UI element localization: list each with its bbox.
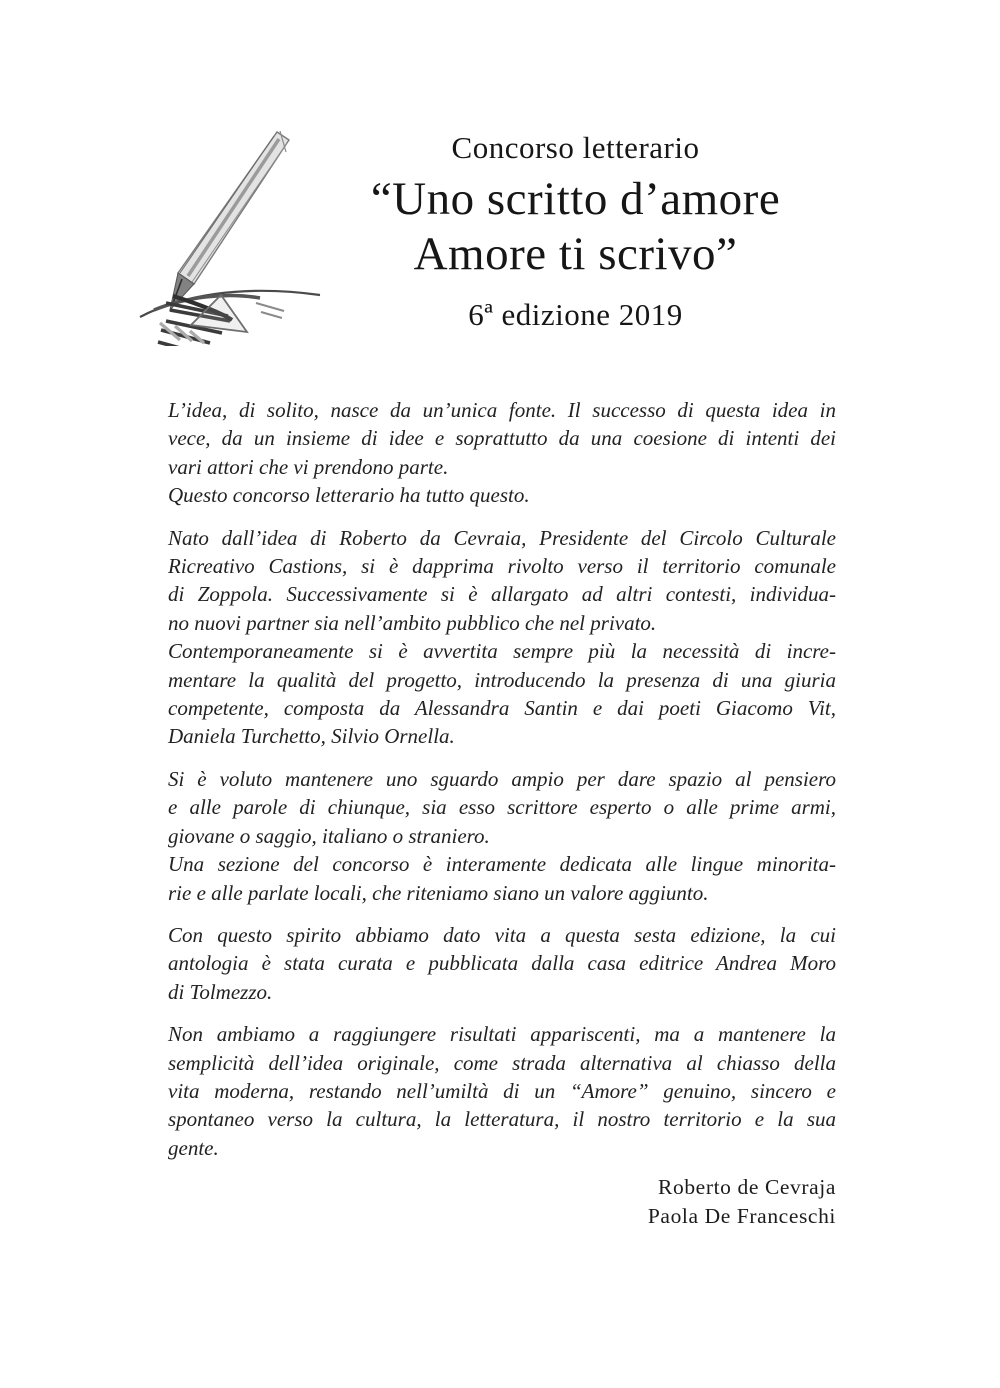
text-line: vece, da un insieme di idee e soprattutto da una coesione di intenti dei xyxy=(168,426,836,451)
paragraph xyxy=(168,765,836,907)
text-line: vita moderna, restando nell’umiltà di un “Amore” genuino, sincero e xyxy=(168,1078,836,1103)
text-line: di Tolmezzo. xyxy=(168,979,273,1004)
text-line: rie e alle parlate locali, che riteniamo siano un valore aggiunto. xyxy=(168,880,709,905)
edition-label: 6ª edizione 2019 xyxy=(468,297,683,332)
signature-name: Paola De Franceschi xyxy=(647,1203,836,1228)
text-line: mentare la qualità del progetto, introducendo la presenza di una giuria xyxy=(168,667,836,692)
text-line: Questo concorso letterario ha tutto questo. xyxy=(168,483,530,508)
text-line: Si è voluto mantenere uno sguardo ampio per dare spazio al pensiero xyxy=(168,766,836,791)
paragraph xyxy=(168,921,836,1006)
text-line: Ricreativo Castions, si è dapprima rivolto verso il territorio comunale xyxy=(168,554,836,579)
document-body xyxy=(168,396,836,1162)
text-line: L’idea, di solito, nasce da un’unica fonte. Il successo di questa idea in xyxy=(168,398,836,422)
text-line: no nuovi partner sia nell’ambito pubblico che nel privato. xyxy=(168,610,657,635)
text-line: di Zoppola. Successivamente si è allargato ad altri contesti, individua- xyxy=(168,582,836,607)
text-line: vari attori che vi prendono parte. xyxy=(168,454,449,479)
text-line: Daniela Turchetto, Silvio Ornella. xyxy=(168,724,455,749)
text-line: spontaneo verso la cultura, la letteratura, il nostro territorio e la sua xyxy=(168,1107,836,1132)
contest-title-line-2: Amore ti scrivo” xyxy=(413,228,738,280)
pen-sketch-illustration xyxy=(128,126,333,346)
text-line: Con questo spirito abbiamo dato vita a questa sesta edizione, la cui xyxy=(168,922,836,947)
text-line: Nato dall’idea di Roberto da Cevraia, Presidente del Circolo Culturale xyxy=(168,525,836,550)
text-line: semplicità dell’idea originale, come strada alternativa al chiasso della xyxy=(168,1050,836,1075)
contest-title-line-1: “Uno scritto d’amore xyxy=(370,173,781,225)
text-line: Una sezione del concorso è interamente dedicata alle lingue minorita- xyxy=(168,852,836,877)
pen-sketch-icon xyxy=(128,126,333,346)
paragraph xyxy=(168,1020,836,1162)
paragraph xyxy=(168,524,836,751)
signature-name: Roberto de Cevraja xyxy=(658,1175,836,1199)
text-line: Contemporaneamente si è avvertita sempre più la necessità di incre- xyxy=(168,639,836,664)
signature-block xyxy=(168,1173,836,1230)
text-line: antologia è stata curata e pubblicata dalla casa editrice Andrea Moro xyxy=(168,951,836,976)
text-line: Non ambiamo a raggiungere risultati appariscenti, ma a mantenere la xyxy=(168,1022,836,1047)
text-line: giovane o saggio, italiano o straniero. xyxy=(168,823,490,848)
contest-kicker: Concorso letterario xyxy=(451,130,700,165)
text-line: competente, composta da Alessandra Santin e dai poeti Giacomo Vit, xyxy=(168,696,836,721)
title-block xyxy=(318,130,833,333)
text-line: e alle parole di chiunque, sia esso scrittore esperto o alle prime armi, xyxy=(168,795,836,820)
text-line: gente. xyxy=(168,1135,219,1160)
paragraph xyxy=(168,396,836,510)
